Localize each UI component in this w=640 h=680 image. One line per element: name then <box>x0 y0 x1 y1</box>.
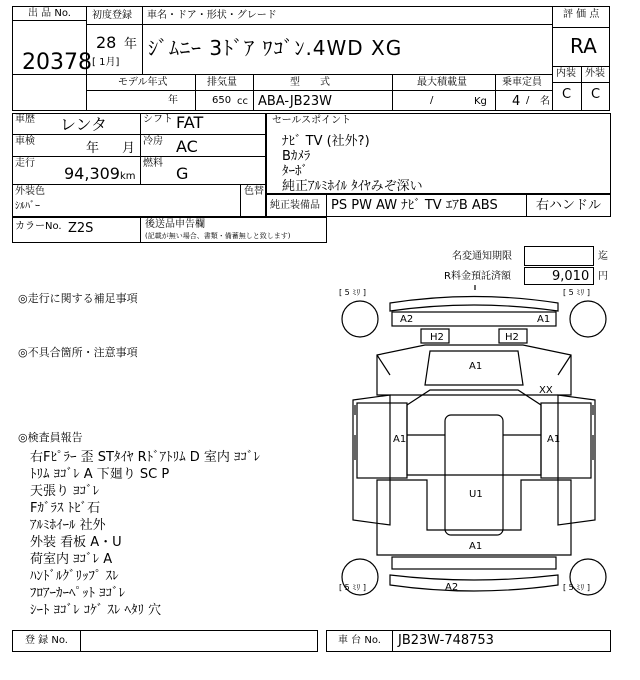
mark-back: A1 <box>469 541 483 552</box>
year-unit: 年 <box>124 37 138 52</box>
ac-value: AC <box>176 137 198 156</box>
model-year-label: モデル年式 <box>118 77 168 88</box>
inspector-line: 右Fﾋﾟﾗｰ 歪 STﾀｲﾔ Rﾄﾞｱﾄﾘﾑ D 室内 ﾖｺﾞﾚ <box>30 450 261 465</box>
inspection-month: 月 <box>122 141 136 156</box>
color-no-label: カラーNo. <box>15 221 62 232</box>
year-value: 28 <box>96 33 117 52</box>
inspection-year: 年 <box>86 141 100 156</box>
shift-label: シフト <box>143 114 173 125</box>
max-load: / <box>430 95 434 106</box>
mark-fender-r: XX <box>539 385 553 396</box>
capacity-unit: 名 <box>540 96 550 107</box>
steering-value: 右ハンドル <box>536 198 602 213</box>
inspector-label: ◎検査員報告 <box>18 431 83 444</box>
sales-point-line: 純正ｱﾙﾐﾎｲﾙ ﾀｲﾔみぞ深い <box>282 179 423 194</box>
inspector-line: ﾄﾘﾑ ﾖｺﾞﾚ A 下廻り SC P <box>30 467 170 482</box>
first-reg-label: 初度登録 <box>92 10 132 21</box>
ac-label: 冷房 <box>143 136 163 147</box>
recycle-value: 9,010 <box>552 269 590 284</box>
inspector-report <box>30 446 260 616</box>
inspection-label: 車検 <box>15 136 35 147</box>
tire-label-rr: [ 5 ﾐﾘ ] <box>563 583 590 592</box>
postsend-note: (記載が無い場合、書類・備蓄無しと致します) <box>145 232 291 240</box>
fuel-value: G <box>176 164 189 183</box>
specs-frame <box>12 113 266 217</box>
inspector-line: ｼｰﾄ ﾖｺﾞﾚ ｺｹﾞ ｽﾚ ﾍﾀﾘ 穴 <box>30 603 162 618</box>
displacement-label: 排気量 <box>207 77 237 88</box>
mark-hood: A1 <box>469 361 483 372</box>
inspector-line: ｱﾙﾐﾎｲｰﾙ 社外 <box>30 518 106 533</box>
model-year-unit: 年 <box>168 95 178 106</box>
fuel-label: 燃料 <box>143 158 163 169</box>
lot-label: 出 品 No. <box>28 8 71 19</box>
mark-rear-bumper: A2 <box>445 582 459 593</box>
tire-label-fr: [ 5 ﾐﾘ ] <box>563 288 590 297</box>
model-code: ABA-JB23W <box>258 94 332 109</box>
recycle-label: R料金預託済額 <box>444 271 511 282</box>
tire-label-fl: [ 5 ﾐﾘ ] <box>339 288 366 297</box>
name-change-unit: 迄 <box>598 251 608 262</box>
mileage-unit: km <box>120 171 136 182</box>
car-name: ｼﾞﾑﾆｰ 3ﾄﾞｱ ﾜｺﾞﾝ.4WD XG <box>148 36 403 60</box>
mark-door-r: A1 <box>547 434 561 445</box>
max-load-label: 最大積載量 <box>417 77 467 88</box>
interior-label: 内装 <box>556 68 576 79</box>
reg-label: 登 録 No. <box>25 635 68 646</box>
chassis-value: JB23W-748753 <box>398 633 494 648</box>
sales-point-line: Bｶﾒﾗ <box>282 149 311 164</box>
sales-point-line: ﾅﾋﾞ TV (社外?) <box>282 134 370 149</box>
lot-number: 20378 <box>22 50 92 75</box>
name-change-box <box>524 246 594 266</box>
exterior-grade: C <box>591 87 601 102</box>
equipment-value: PS PW AW ﾅﾋﾞ TV ｴｱB ABS <box>331 198 498 213</box>
capacity-slash: / <box>526 95 530 106</box>
displacement-unit: cc <box>237 96 248 107</box>
inspector-line: 外装 看板 A・U <box>30 535 122 550</box>
mileage-value: 94,309 <box>64 164 120 183</box>
postsend-label: 後送品申告欄 <box>145 219 205 230</box>
inspector-line: Fｶﾞﾗｽ ﾄﾋﾞ石 <box>30 501 101 516</box>
shift-value: FAT <box>176 113 204 132</box>
color-sub-label: 色替 <box>244 186 264 197</box>
mark-headlight-r: H2 <box>505 332 519 343</box>
name-change-label: 名変通知期限 <box>452 251 512 262</box>
color-label: 外装色 <box>15 186 45 197</box>
mark-roof: U1 <box>469 489 483 500</box>
exterior-label: 外装 <box>585 68 605 79</box>
interior-grade: C <box>562 87 572 102</box>
inspector-line: ﾌﾛｱｰｶｰﾍﾟｯﾄ ﾖｺﾞﾚ <box>30 586 126 601</box>
history-label: 車歴 <box>15 114 35 125</box>
color-no-value: Z2S <box>68 221 94 236</box>
capacity-label: 乗車定員 <box>502 77 542 88</box>
inspector-line: 荷室内 ﾖｺﾞﾚ A <box>30 552 113 567</box>
capacity: 4 <box>512 94 521 109</box>
mileage-label: 走行 <box>15 158 35 169</box>
sales-points-label: セールスポイント <box>272 115 352 126</box>
tire-label-rl: [ 5 ﾐﾘ ] <box>339 583 366 592</box>
mark-door-l: A1 <box>393 434 407 445</box>
max-load-unit: Kg <box>474 96 487 107</box>
score-label: 評 価 点 <box>563 9 600 20</box>
mark-headlight-l: H2 <box>430 332 444 343</box>
color-value: ｼﾙﾊﾞｰ <box>15 201 40 212</box>
inspector-line: 天張り ﾖｺﾞﾚ <box>30 484 100 499</box>
month-value: [ 1月] <box>92 57 120 68</box>
car-name-label: 車名・ドア・形状・グレード <box>147 10 277 21</box>
car-damage-diagram <box>335 285 613 625</box>
defect-notes-label: ◎不具合箇所・注意事項 <box>18 346 138 359</box>
chassis-label: 車 台 No. <box>338 635 381 646</box>
driving-notes-label: ◎走行に関する補足事項 <box>18 292 138 305</box>
recycle-unit: 円 <box>598 271 608 282</box>
sales-points-list <box>282 130 423 194</box>
model-label: 型 式 <box>290 77 330 88</box>
displacement: 650 <box>212 95 232 106</box>
mark-front-bumper-l: A2 <box>400 314 414 325</box>
score-value: RA <box>570 34 597 58</box>
mark-front-bumper-r: A1 <box>537 314 551 325</box>
history-value: レンタ <box>60 115 107 134</box>
equipment-label: 純正装備品 <box>270 200 320 211</box>
sales-point-line: ﾀｰﾎﾞ <box>282 164 308 179</box>
inspector-line: ﾊﾝﾄﾞﾙｸﾞﾘｯﾌﾟ ｽﾚ <box>30 569 119 584</box>
